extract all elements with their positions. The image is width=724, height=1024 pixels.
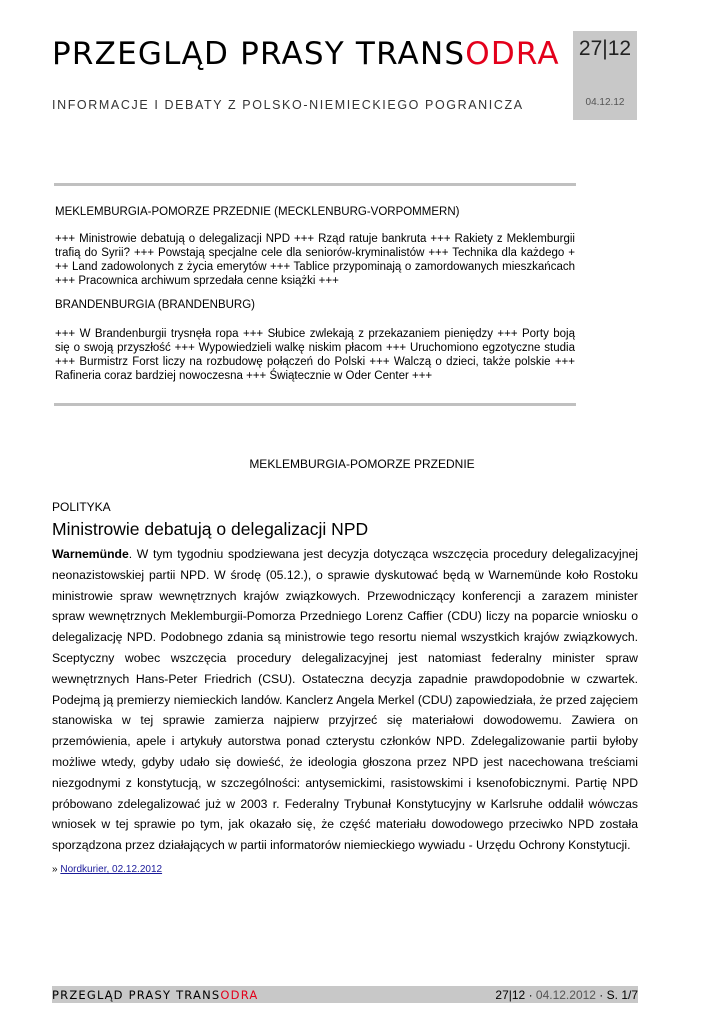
footer-title-accent: ODRA <box>220 988 259 1002</box>
footer-pagination <box>495 988 638 1002</box>
issue-number: 27|12 <box>578 37 632 60</box>
article-category: POLITYKA <box>52 500 111 514</box>
toc-region-2-text: +++ W Brandenburgii trysnęła ropa +++ Słubice zwlekają z przekazaniem pieniędzy +++ Porty boją się o swoją przyszłość +++ Wypowiedzieli walkę niskim płacom +++ Uruchomiono egzotyczne studia +++ Burmistrz Forst liczy na rozbudowę połączeń do Polski +++ Walczą o dzieci, także polskie +++ Rafineria coraz bardziej nowoczesna +++ Świątecznie w Oder Center +++ <box>55 328 575 382</box>
footer-date: 04.12.2012 <box>535 988 596 1002</box>
masthead-title-accent: ODRA <box>465 36 560 72</box>
toc-region-1 <box>55 205 575 383</box>
masthead-title <box>52 36 560 72</box>
masthead-subtitle: INFORMACJE I DEBATY Z POLSKO-NIEMIECKIEGO POGRANICZA <box>52 98 524 112</box>
section-heading: MEKLEMBURGIA-POMORZE PRZEDNIE <box>249 457 475 471</box>
source-link[interactable]: Nordkurier, 02.12.2012 <box>60 864 163 875</box>
toc-region-2-heading: BRANDENBURGIA (BRANDENBURG) <box>55 299 255 311</box>
article-dateline: Warnemünde <box>52 547 129 561</box>
top-divider <box>54 183 576 186</box>
issue-box <box>573 31 637 120</box>
masthead-title-main: PRZEGLĄD PRASY TRANS <box>52 36 466 72</box>
footer-separator-1: · <box>525 988 536 1002</box>
article-body <box>52 544 638 856</box>
article-headline: Ministrowie debatują o delegalizacji NPD <box>52 519 369 539</box>
bottom-divider <box>54 403 576 406</box>
issue-date: 04.12.12 <box>585 97 625 108</box>
footer-issue: 27|12 <box>495 988 526 1002</box>
footer-page: S. 1/7 <box>606 988 638 1002</box>
toc-region-1-text: +++ Ministrowie debatują o delegalizacji NPD +++ Rząd ratuje bankruta +++ Rakiety z Meklemburgii trafią do Syrii? +++ Powstają specjalne cele dla seniorów-kryminalistów +++ Technika dla każdego + ++ Land zadowolonych z życia emerytów +++ Tablice przypominają o zamordowanych mieszkańcach +++ Pracownica archiwum sprzedała cenne książki +++ <box>55 233 575 287</box>
toc-region-1-heading: MEKLEMBURGIA-POMORZE PRZEDNIE (MECKLENBURG-VORPOMMERN) <box>55 206 460 218</box>
footer-title <box>52 988 259 1002</box>
footer-separator-2: · <box>595 988 607 1002</box>
source-prefix: » <box>52 864 58 875</box>
footer-title-main: PRZEGLĄD PRASY TRANS <box>52 988 221 1002</box>
article-source <box>52 864 162 875</box>
article-text: . W tym tygodniu spodziewana jest decyzja dotycząca wszczęcia procedury delegalizacyjnej neonazistowskiej partii NPD. W środę (05.12.), o sprawie dyskutować będą w Warnemünde koło Rostoku ministrowie spraw wewnętrznych krajów związkowych. Przewodniczący konferencji a zarazem minister spraw wewnętrznych Meklemburgii-Pomorza Przedniego Lorenz Caffier (CDU) liczy na poparcie wniosku o delegalizację NPD. Podobnego zdania są ministrowie tego resortu niemal wszystkich krajów związkowych. Sceptyczny wobec wszczęcia procedury delegalizacyjnej jest natomiast federalny minister spraw wewnętrznych Hans-Peter Friedrich (CSU). Ostateczna decyzja zapadnie prawdopodobnie w czwartek. Podejmą ją premierzy niemieckich landów. Kanclerz Angela Merkel (CDU) zapowiedziała, że przed zajęciem stanowiska w tej sprawie zamierza najpierw przyjrzeć się materiałowi dowodowemu. Zawiera on przemówienia, apele i artykuły autorstwa ponad czterystu członków NPD. Zdelegalizowanie partii byłoby możliwe wtedy, gdyby udało się dowieść, że ideologia głoszona przez NPD jest nacechowana treściami niezgodnymi z konstytucją, w szczególności: antysemickimi, rasistowskimi i ksenofobicznymi. Partię NPD próbowano zdelegalizować już w 2003 r. Federalny Trybunał Konstytucyjny w Karlsruhe oddalił wówczas wniosek w tej sprawie po tym, jak okazało się, że część materiału dowodowego przeciwko NPD została sporządzona przez działających w partii informatorów niemieckiego wywiadu - Urzędu Ochrony Konstytucji. <box>52 547 638 853</box>
